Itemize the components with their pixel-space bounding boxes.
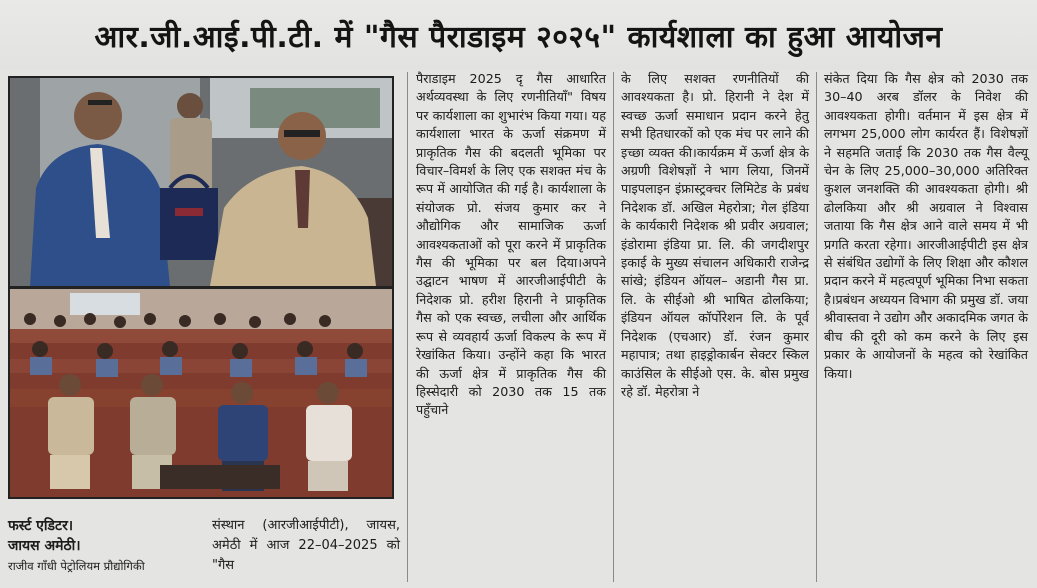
byline-location: जायस अमेठी। bbox=[8, 538, 81, 554]
col1-tail: संस्थान (आरजीआईपीटी), जायस, अमेठी में आज 22–04–2025 को "गैस bbox=[212, 518, 400, 573]
headline: आर.जी.आई.पी.टी. में "गैस पैराडाइम २०२५" कार्यशाला का हुआ आयोजन bbox=[0, 0, 1037, 70]
column-rule-3 bbox=[816, 72, 817, 582]
photo-audience-image bbox=[10, 289, 392, 497]
column-rule-1 bbox=[407, 72, 408, 582]
article-column-3: के लिए सशक्त रणनीतियों की आवश्यकता है। प्रो. हिरानी ने देश में स्वच्छ ऊर्जा समाधान प्रदान करने हेतु सभी हितधारकों को एक मंच पर लाने की इच्छा व्यक्त की।कार्यक्रम में ऊर्जा क्षेत्र के अग्रणी विशेषज्ञों ने भाग लिया, जिनमें पाइपलाइन इंफ्रास्ट्रक्चर लिमिटेड के प्रबंध निदेशक डॉ. अखिल मेहरोत्रा; गेल इंडिया के कार्यकारी निदेशक श्री प्रवीर अग्रवाल; इंडोरामा इंडिया प्रा. लि. की जगदीशपुर इकाई के मुख्य संचालन अधिकारी राजेन्द्र सांखे; इंडियन ऑयल– अडानी गैस प्रा. लि. के सीईओ श्री भाषित ढोलकिया; इंडियन ऑयल कॉर्पोरेशन लि. के पूर्व निदेशक (एचआर) डॉ. रंजन कुमार महापात्र; तथा हाइड्रोकार्बन सेक्टर स्किल काउंसिल के सीईओ एस. के. बोस प्रमुख रहे डॉ. मेहरोत्रा ने bbox=[621, 71, 809, 399]
byline-editor: फर्स्ट एडिटर। bbox=[8, 518, 74, 534]
photo-gift-presentation-image bbox=[10, 78, 392, 286]
photo-gift-presentation bbox=[8, 76, 394, 288]
byline bbox=[8, 516, 403, 576]
photo-audience bbox=[8, 287, 394, 499]
column-rule-2 bbox=[613, 72, 614, 582]
byline-institute: राजीव गाँधी पेट्रोलियम प्रौद्योगिकी bbox=[8, 559, 145, 573]
article-column-2: पैराडाइम 2025 दृ गैस आधारित अर्थव्यवस्था के लिए रणनीतियाँ" विषय पर कार्यशाला का शुभारंभ किया गया। यह कार्यशाला भारत के ऊर्जा संक्रमण में प्राकृतिक गैस की बदलती भूमिका पर विचार–विमर्श के लिए एक सशक्त मंच के रूप में आयोजित की गई है। कार्यशाला के संयोजक प्रो. संजय कुमार कर ने औद्योगिक और सामाजिक ऊर्जा आवश्यकताओं को पूरा करने में प्राकृतिक गैस की भूमिका पर बल दिया।अपने उद्घाटन भाषण में आरजीआईपीटी के निदेशक प्रो. हरीश हिरानी ने प्राकृतिक गैस को एक स्वच्छ, लचीला और आर्थिक रूप से व्यवहार्य ऊर्जा विकल्प के रूप में रेखांकित किया। उन्होंने कहा कि भारत की ऊर्जा क्षेत्र में प्राकृतिक गैस की हिस्सेदारी को 2030 तक 15 तक पहुँचाने bbox=[416, 71, 606, 418]
article-column-4: संकेत दिया कि गैस क्षेत्र को 2030 तक 30–40 अरब डॉलर के निवेश की आवश्यकता होगी। वर्तमान में इस क्षेत्र में लगभग 25,000 लोग कार्यरत हैं। विशेषज्ञों ने सहमति जताई कि 2030 तक गैस वैल्यू चेन के लिए 25,000–30,000 अतिरिक्त कुशल जनशक्ति की आवश्यकता होगी। श्री ढोलकिया और श्री अग्रवाल ने विश्वास जताया कि गैस क्षेत्र आने वाले समय में भी प्रगति करता रहेगा। आरजीआईपीटी इस क्षेत्र से संबंधित उद्योगों के लिए शिक्षा और कौशल प्रदान करने में महत्वपूर्ण भूमिका निभा सकता है।प्रबंधन अध्ययन विभाग की प्रमुख डॉ. जया श्रीवास्तवा ने उद्योग और अकादमिक जगत के बीच की दूरी को कम करने के लिए इस प्रकार के आयोजनों के महत्व को रेखांकित किया। bbox=[824, 71, 1028, 381]
